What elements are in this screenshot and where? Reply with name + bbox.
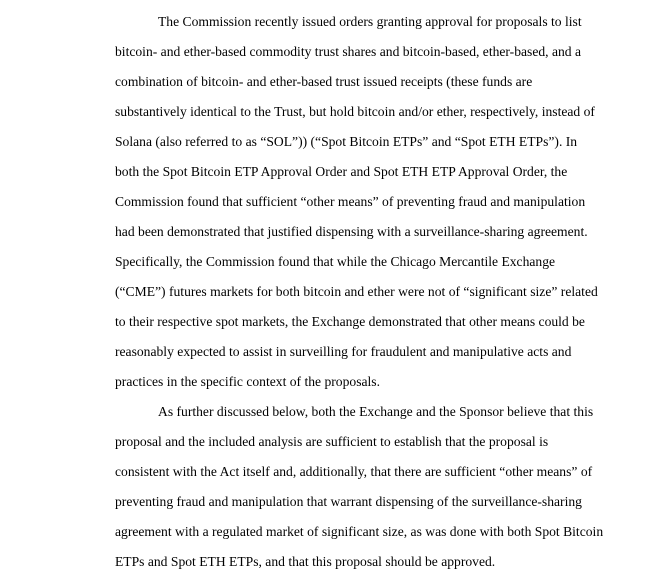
text-line: to their respective spot markets, the Exchange demonstrated that other means could be — [115, 314, 585, 329]
text-line: The Commission recently issued orders granting approval for proposals to list — [158, 14, 582, 29]
text-line: Specifically, the Commission found that while the Chicago Mercantile Exchange — [115, 254, 556, 269]
text-line: proposal and the included analysis are sufficient to establish that the proposal is — [115, 434, 549, 449]
text-line: consistent with the Act itself and, additionally, that there are sufficient “other means” of — [115, 464, 593, 479]
text-line: practices in the specific context of the proposals. — [115, 374, 380, 389]
text-line: ETPs and Spot ETH ETPs, and that this proposal should be approved. — [115, 554, 496, 569]
text-line: reasonably expected to assist in surveilling for fraudulent and manipulative acts and — [115, 344, 572, 359]
text-line: agreement with a regulated market of significant size, as was done with both Spot Bitcoin — [115, 524, 604, 539]
text-line: preventing fraud and manipulation that warrant dispensing of the surveillance-sharing — [115, 494, 582, 509]
text-line: (“CME”) futures markets for both bitcoin and ether were not of “significant size” related — [115, 284, 598, 299]
text-line: had been demonstrated that justified dispensing with a surveillance-sharing agreement. — [115, 224, 588, 239]
text-line: Commission found that sufficient “other means” of preventing fraud and manipulation — [115, 194, 586, 209]
text-line: As further discussed below, both the Exchange and the Sponsor believe that this — [158, 404, 594, 419]
text-line: bitcoin- and ether-based commodity trust shares and bitcoin-based, ether-based, and a — [115, 44, 582, 59]
text-line: combination of bitcoin- and ether-based trust issued receipts (these funds are — [115, 74, 533, 89]
text-line: both the Spot Bitcoin ETP Approval Order and Spot ETH ETP Approval Order, the — [115, 164, 568, 179]
text-line: substantively identical to the Trust, but hold bitcoin and/or ether, respectively, instead of — [115, 104, 595, 119]
text-line: Solana (also referred to as “SOL”)) (“Spot Bitcoin ETPs” and “Spot ETH ETPs”). In — [115, 134, 578, 149]
